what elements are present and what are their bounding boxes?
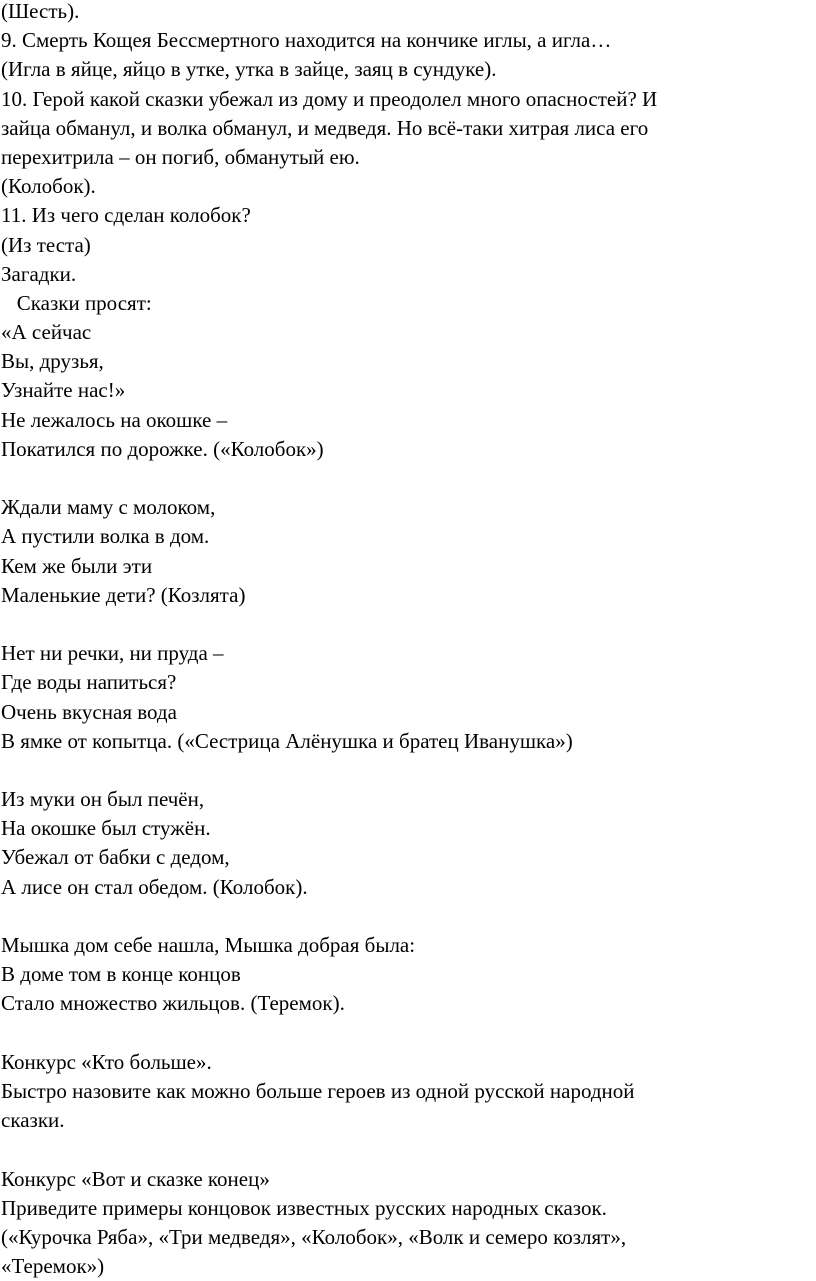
riddle-line: А лисе он стал обедом. (Колобок). [1, 874, 308, 899]
text-line: «А сейчас [1, 320, 92, 345]
text-line: Сказки просят: [1, 290, 152, 315]
riddle-line: Мышка дом себе нашла, Мышка добрая была: [1, 933, 416, 957]
riddle-line: Очень вкусная вода [1, 699, 177, 724]
riddle-line: Маленькие дети? (Козлята) [1, 582, 246, 607]
text-line: сказки. [1, 1108, 65, 1133]
text-line: 9. Смерть Кощея Бессмертного находится на кончике иглы, а игла… [1, 28, 612, 53]
blank-line [1, 1135, 816, 1164]
riddle-line: Кем же были эти [1, 553, 153, 578]
riddle-line: В ямке от копытца. («Сестрица Алёнушка и братец Иванушка») [1, 728, 573, 753]
blank-line [1, 610, 816, 639]
contest-heading: Конкурс «Кто больше». [1, 1049, 212, 1074]
riddle-line: Где воды напиться? [1, 670, 177, 695]
blank-line [1, 756, 816, 785]
text-line: (Из теста) [1, 232, 91, 257]
text-line: 11. Из чего сделан колобок? [1, 203, 251, 228]
riddle-line: А пустили волка в дом. [1, 524, 210, 549]
text-line: Быстро назовите как можно больше героев из одной русской народной [1, 1078, 635, 1103]
riddle-line: В доме том в конце концов [1, 962, 241, 987]
riddle-line: Стало множество жильцов. (Теремок). [1, 991, 345, 1016]
riddle-line: Покатился по дорожке. («Колобок») [1, 436, 324, 461]
contest-heading: Конкурс «Вот и сказке конец» [1, 1166, 270, 1191]
riddle-line: Нет ни речки, ни пруда – [1, 641, 224, 666]
text-line: (Игла в яйце, яйцо в утке, утка в зайце, заяц в сундуке). [1, 57, 497, 82]
riddle-line: Из муки он был печён, [1, 787, 205, 812]
text-line: зайца обманул, и волка обманул, и медведя. Но всё-таки хитрая лиса его [1, 115, 649, 140]
riddle-line: Ждали маму с молоком, [1, 495, 216, 520]
riddle-line: На окошке был стужён. [1, 816, 211, 841]
text-line: «Теремок») [1, 1254, 105, 1279]
text-line: Приведите примеры концовок известных русских народных сказок. [1, 1195, 607, 1220]
text-line: (Колобок). [1, 174, 96, 199]
text-line: перехитрила – он погиб, обманутый ею. [1, 144, 360, 169]
blank-line [1, 902, 816, 931]
blank-line [1, 1019, 816, 1048]
text-line: («Курочка Ряба», «Три медведя», «Колобок», «Волк и семеро козлят», [1, 1224, 627, 1249]
riddle-line: Убежал от бабки с дедом, [1, 845, 230, 870]
text-line: (Шесть). [1, 0, 80, 23]
text-line: Узнайте нас!» [1, 378, 126, 403]
riddle-line: Не лежалось на окошке – [1, 407, 228, 432]
text-line: Вы, друзья, [1, 349, 104, 374]
section-heading: Загадки. [1, 261, 77, 286]
text-line: 10. Герой какой сказки убежал из дому и преодолел много опасностей? И [1, 86, 658, 111]
blank-line [1, 464, 816, 493]
